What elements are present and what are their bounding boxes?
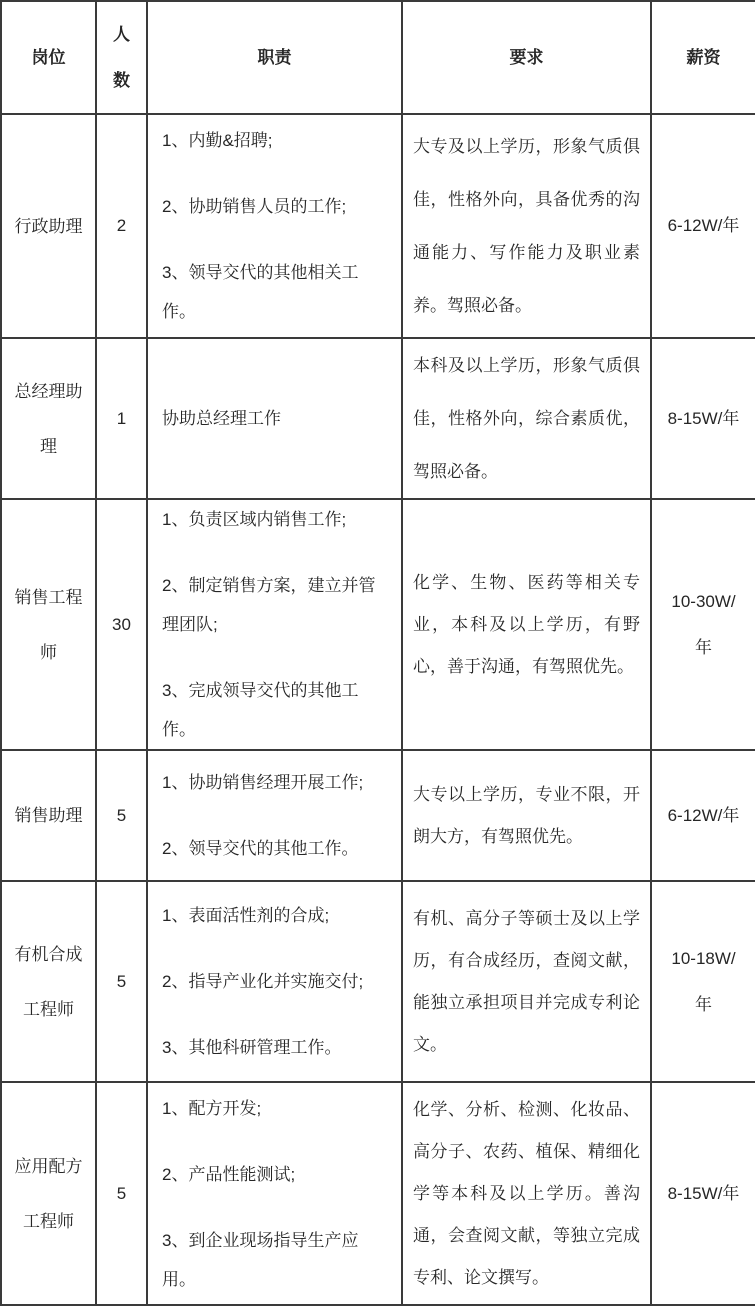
position-cell: 销售工程师 [1,499,96,750]
table-row [1,881,755,1082]
header-salary: 薪资 [651,1,755,114]
duty-item: 2、协助销售人员的工作; [162,197,347,216]
duty-item: 3、领导交代的其他相关工作。 [162,263,359,321]
requirements-cell: 大专以上学历，专业不限，开朗大方，有驾照优先。 [402,750,651,881]
duty-item: 3、其他科研管理工作。 [162,1038,342,1057]
position-cell: 销售助理 [1,750,96,881]
headcount-cell: 5 [96,881,147,1082]
headcount-cell: 30 [96,499,147,750]
duties-cell [147,499,402,750]
salary-cell: 6-12W/年 [651,114,755,338]
duties-cell [147,750,402,881]
table-row [1,338,755,499]
table-row [1,750,755,881]
duty-item: 2、制定销售方案，建立并管理团队; [162,576,376,634]
duty-item: 1、负责区域内销售工作; [162,510,347,529]
header-row [1,1,755,114]
duty-item: 1、表面活性剂的合成; [162,906,330,925]
duty-item: 2、指导产业化并实施交付; [162,972,364,991]
position-cell: 有机合成工程师 [1,881,96,1082]
header-headcount: 人数 [96,1,147,114]
table-body [1,114,755,1305]
requirements-cell: 本科及以上学历，形象气质俱佳，性格外向，综合素质优，驾照必备。 [402,338,651,499]
duties-cell [147,1082,402,1305]
duty-item: 1、配方开发; [162,1098,262,1118]
duty-item: 3、到企业现场指导生产应用。 [162,1230,359,1289]
duties-cell [147,114,402,338]
table-header [1,1,755,114]
header-duties: 职责 [147,1,402,114]
duty-item: 2、领导交代的其他工作。 [162,839,359,858]
duties-cell [147,338,402,499]
table-row [1,1082,755,1305]
header-position: 岗位 [1,1,96,114]
requirements-cell: 化学、分析、检测、化妆品、高分子、农药、植保、精细化学等本科及以上学历。善沟通，会查阅文献，等独立完成专利、论文撰写。 [402,1082,651,1305]
requirements-cell: 有机、高分子等硕士及以上学历，有合成经历，查阅文献，能独立承担项目并完成专利论文。 [402,881,651,1082]
salary-cell: 6-12W/年 [651,750,755,881]
headcount-cell: 2 [96,114,147,338]
position-cell: 应用配方工程师 [1,1082,96,1305]
table-row [1,499,755,750]
requirements-cell: 化学、生物、医药等相关专业，本科及以上学历，有野心，善于沟通，有驾照优先。 [402,499,651,750]
duty-item: 1、内勤&招聘; [162,131,273,150]
headcount-cell: 5 [96,1082,147,1305]
headcount-cell: 5 [96,750,147,881]
position-cell: 总经理助理 [1,338,96,499]
duty-item: 协助总经理工作 [162,409,281,428]
salary-cell: 8-15W/年 [651,338,755,499]
salary-cell: 10-18W/年 [651,881,755,1082]
duty-item: 2、产品性能测试; [162,1164,296,1184]
duties-cell [147,881,402,1082]
position-cell: 行政助理 [1,114,96,338]
salary-cell: 10-30W/年 [651,499,755,750]
salary-cell: 8-15W/年 [651,1082,755,1305]
headcount-cell: 1 [96,338,147,499]
header-requirements: 要求 [402,1,651,114]
duty-item: 1、协助销售经理开展工作; [162,773,364,792]
requirements-cell: 大专及以上学历，形象气质俱佳，性格外向，具备优秀的沟通能力、写作能力及职业素养。驾照必备。 [402,114,651,338]
duty-item: 3、完成领导交代的其他工作。 [162,681,359,739]
table-row [1,114,755,338]
